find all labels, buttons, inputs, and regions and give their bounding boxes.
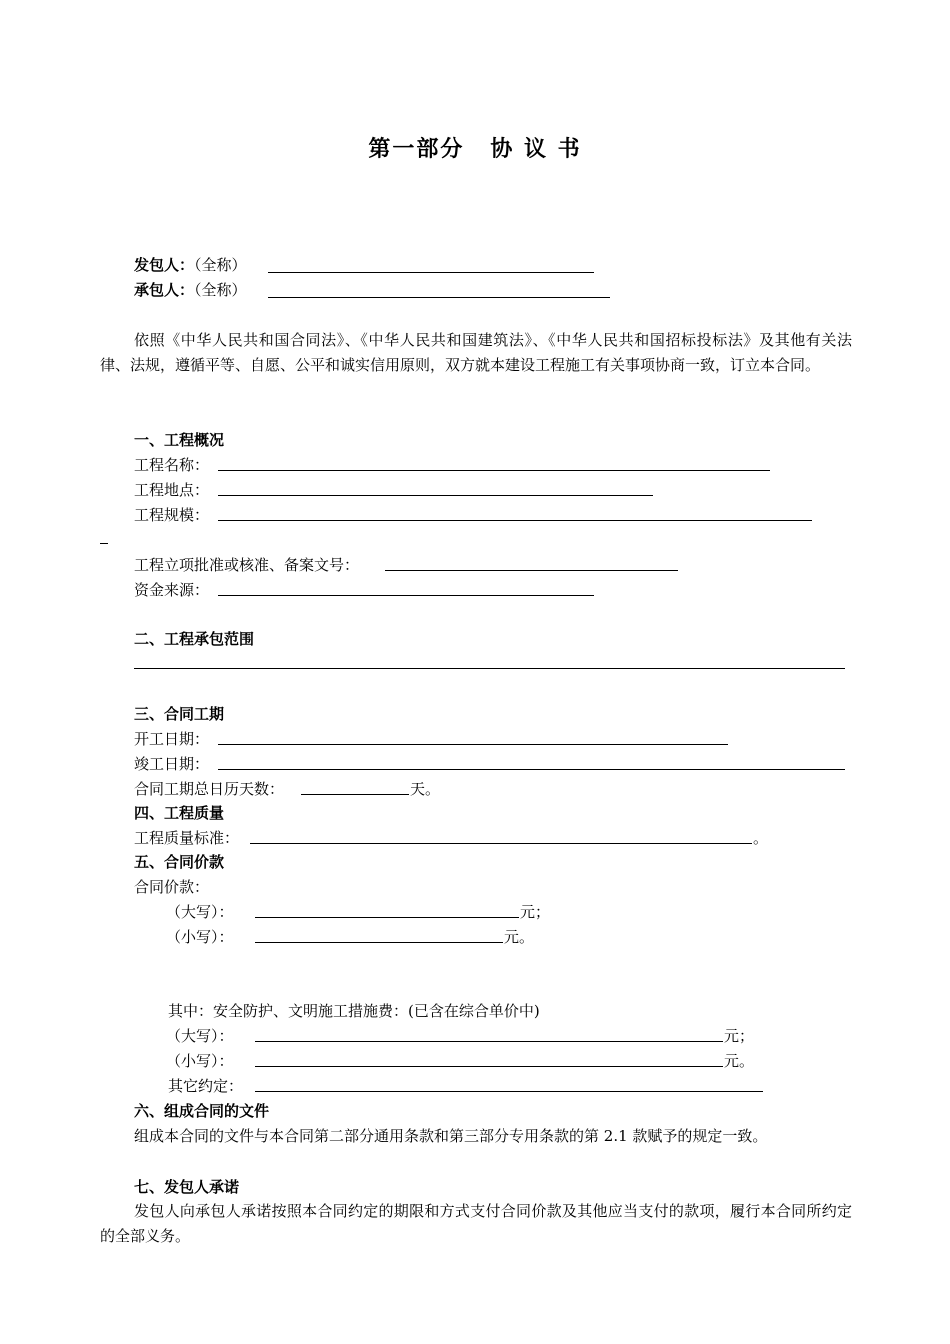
price-upper-field[interactable] bbox=[255, 917, 519, 918]
approval-number-label: 工程立项批准或核准、备案文号： bbox=[134, 556, 360, 574]
quality-standard-field[interactable] bbox=[250, 843, 752, 844]
safety-upper-field[interactable] bbox=[255, 1041, 723, 1042]
employer-row bbox=[134, 255, 247, 275]
safety-lower-field[interactable] bbox=[255, 1066, 723, 1067]
employer-label: 发包人： bbox=[134, 256, 195, 274]
project-location-label: 工程地点： bbox=[134, 481, 210, 499]
approval-number-field[interactable] bbox=[385, 570, 678, 571]
project-name-field[interactable] bbox=[218, 470, 770, 471]
other-agreement-field[interactable] bbox=[255, 1091, 763, 1092]
section-2-heading: 二、工程承包范围 bbox=[134, 630, 255, 648]
start-date-field[interactable] bbox=[218, 744, 728, 745]
total-days-unit: 天。 bbox=[410, 780, 441, 798]
section-4-heading: 四、工程质量 bbox=[134, 804, 225, 822]
price-upper-unit: 元； bbox=[520, 903, 551, 921]
quality-standard-end: 。 bbox=[753, 829, 769, 847]
contract-price-label: 合同价款： bbox=[134, 878, 210, 896]
price-lower-label: （小写）： bbox=[166, 928, 234, 946]
other-agreement-label: 其它约定： bbox=[168, 1077, 244, 1095]
section-6-text: 组成本合同的文件与本合同第二部分通用条款和第三部分专用条款的第 2.1 款赋予的规定一致。 bbox=[134, 1127, 768, 1145]
intro-paragraph: 依照《中华人民共和国合同法》、《中华人民共和国建筑法》、《中华人民共和国招标投标法》及其他有关法律、法规，遵循平等、自愿、公平和诚实信用原则，双方就本建设工程施工有关事项协商一致，订立本合同。 bbox=[100, 331, 852, 374]
safety-upper-label: （大写）： bbox=[166, 1027, 234, 1045]
end-date-field[interactable] bbox=[218, 769, 845, 770]
quality-standard-label: 工程质量标准： bbox=[134, 829, 240, 847]
safety-fee-text: 其中：安全防护、文明施工措施费：(已含在综合单价中) bbox=[168, 1002, 540, 1020]
title-part: 第一部分 bbox=[368, 137, 465, 162]
scope-field[interactable] bbox=[134, 668, 845, 669]
employer-name-field[interactable] bbox=[268, 272, 594, 273]
section-3-heading: 三、合同工期 bbox=[134, 705, 225, 723]
safety-lower-label: （小写）： bbox=[166, 1052, 234, 1070]
contractor-name-field[interactable] bbox=[268, 297, 610, 298]
price-upper-label: （大写）： bbox=[166, 903, 234, 921]
contractor-row bbox=[134, 280, 247, 300]
project-scale-label: 工程规模： bbox=[134, 506, 210, 524]
total-days-label: 合同工期总日历天数： bbox=[134, 780, 285, 798]
end-date-label: 竣工日期： bbox=[134, 755, 210, 773]
contractor-label: 承包人： bbox=[134, 281, 195, 299]
section-5-heading: 五、合同价款 bbox=[134, 853, 225, 871]
section-7-heading: 七、发包人承诺 bbox=[134, 1178, 240, 1196]
section-6-heading: 六、组成合同的文件 bbox=[134, 1102, 270, 1120]
safety-upper-unit: 元； bbox=[724, 1027, 755, 1045]
safety-lower-unit: 元。 bbox=[724, 1052, 755, 1070]
funding-source-field[interactable] bbox=[218, 595, 594, 596]
total-days-field[interactable] bbox=[301, 794, 409, 795]
stray-underline bbox=[100, 543, 108, 544]
project-scale-field[interactable] bbox=[218, 520, 812, 521]
page-title bbox=[0, 132, 950, 163]
project-name-label: 工程名称： bbox=[134, 456, 210, 474]
section-7-text: 发包人向承包人承诺按照本合同约定的期限和方式支付合同价款及其他应当支付的款项，履行本合同所约定的全部义务。 bbox=[100, 1202, 852, 1245]
price-lower-unit: 元。 bbox=[504, 928, 535, 946]
project-location-field[interactable] bbox=[218, 495, 653, 496]
employer-hint: （全称） bbox=[194, 256, 247, 274]
price-lower-field[interactable] bbox=[255, 942, 503, 943]
funding-source-label: 资金来源： bbox=[134, 581, 210, 599]
section-1-heading: 一、工程概况 bbox=[134, 431, 225, 449]
contractor-hint: （全称） bbox=[194, 281, 247, 299]
start-date-label: 开工日期： bbox=[134, 730, 210, 748]
title-name: 协 议 书 bbox=[490, 137, 582, 162]
